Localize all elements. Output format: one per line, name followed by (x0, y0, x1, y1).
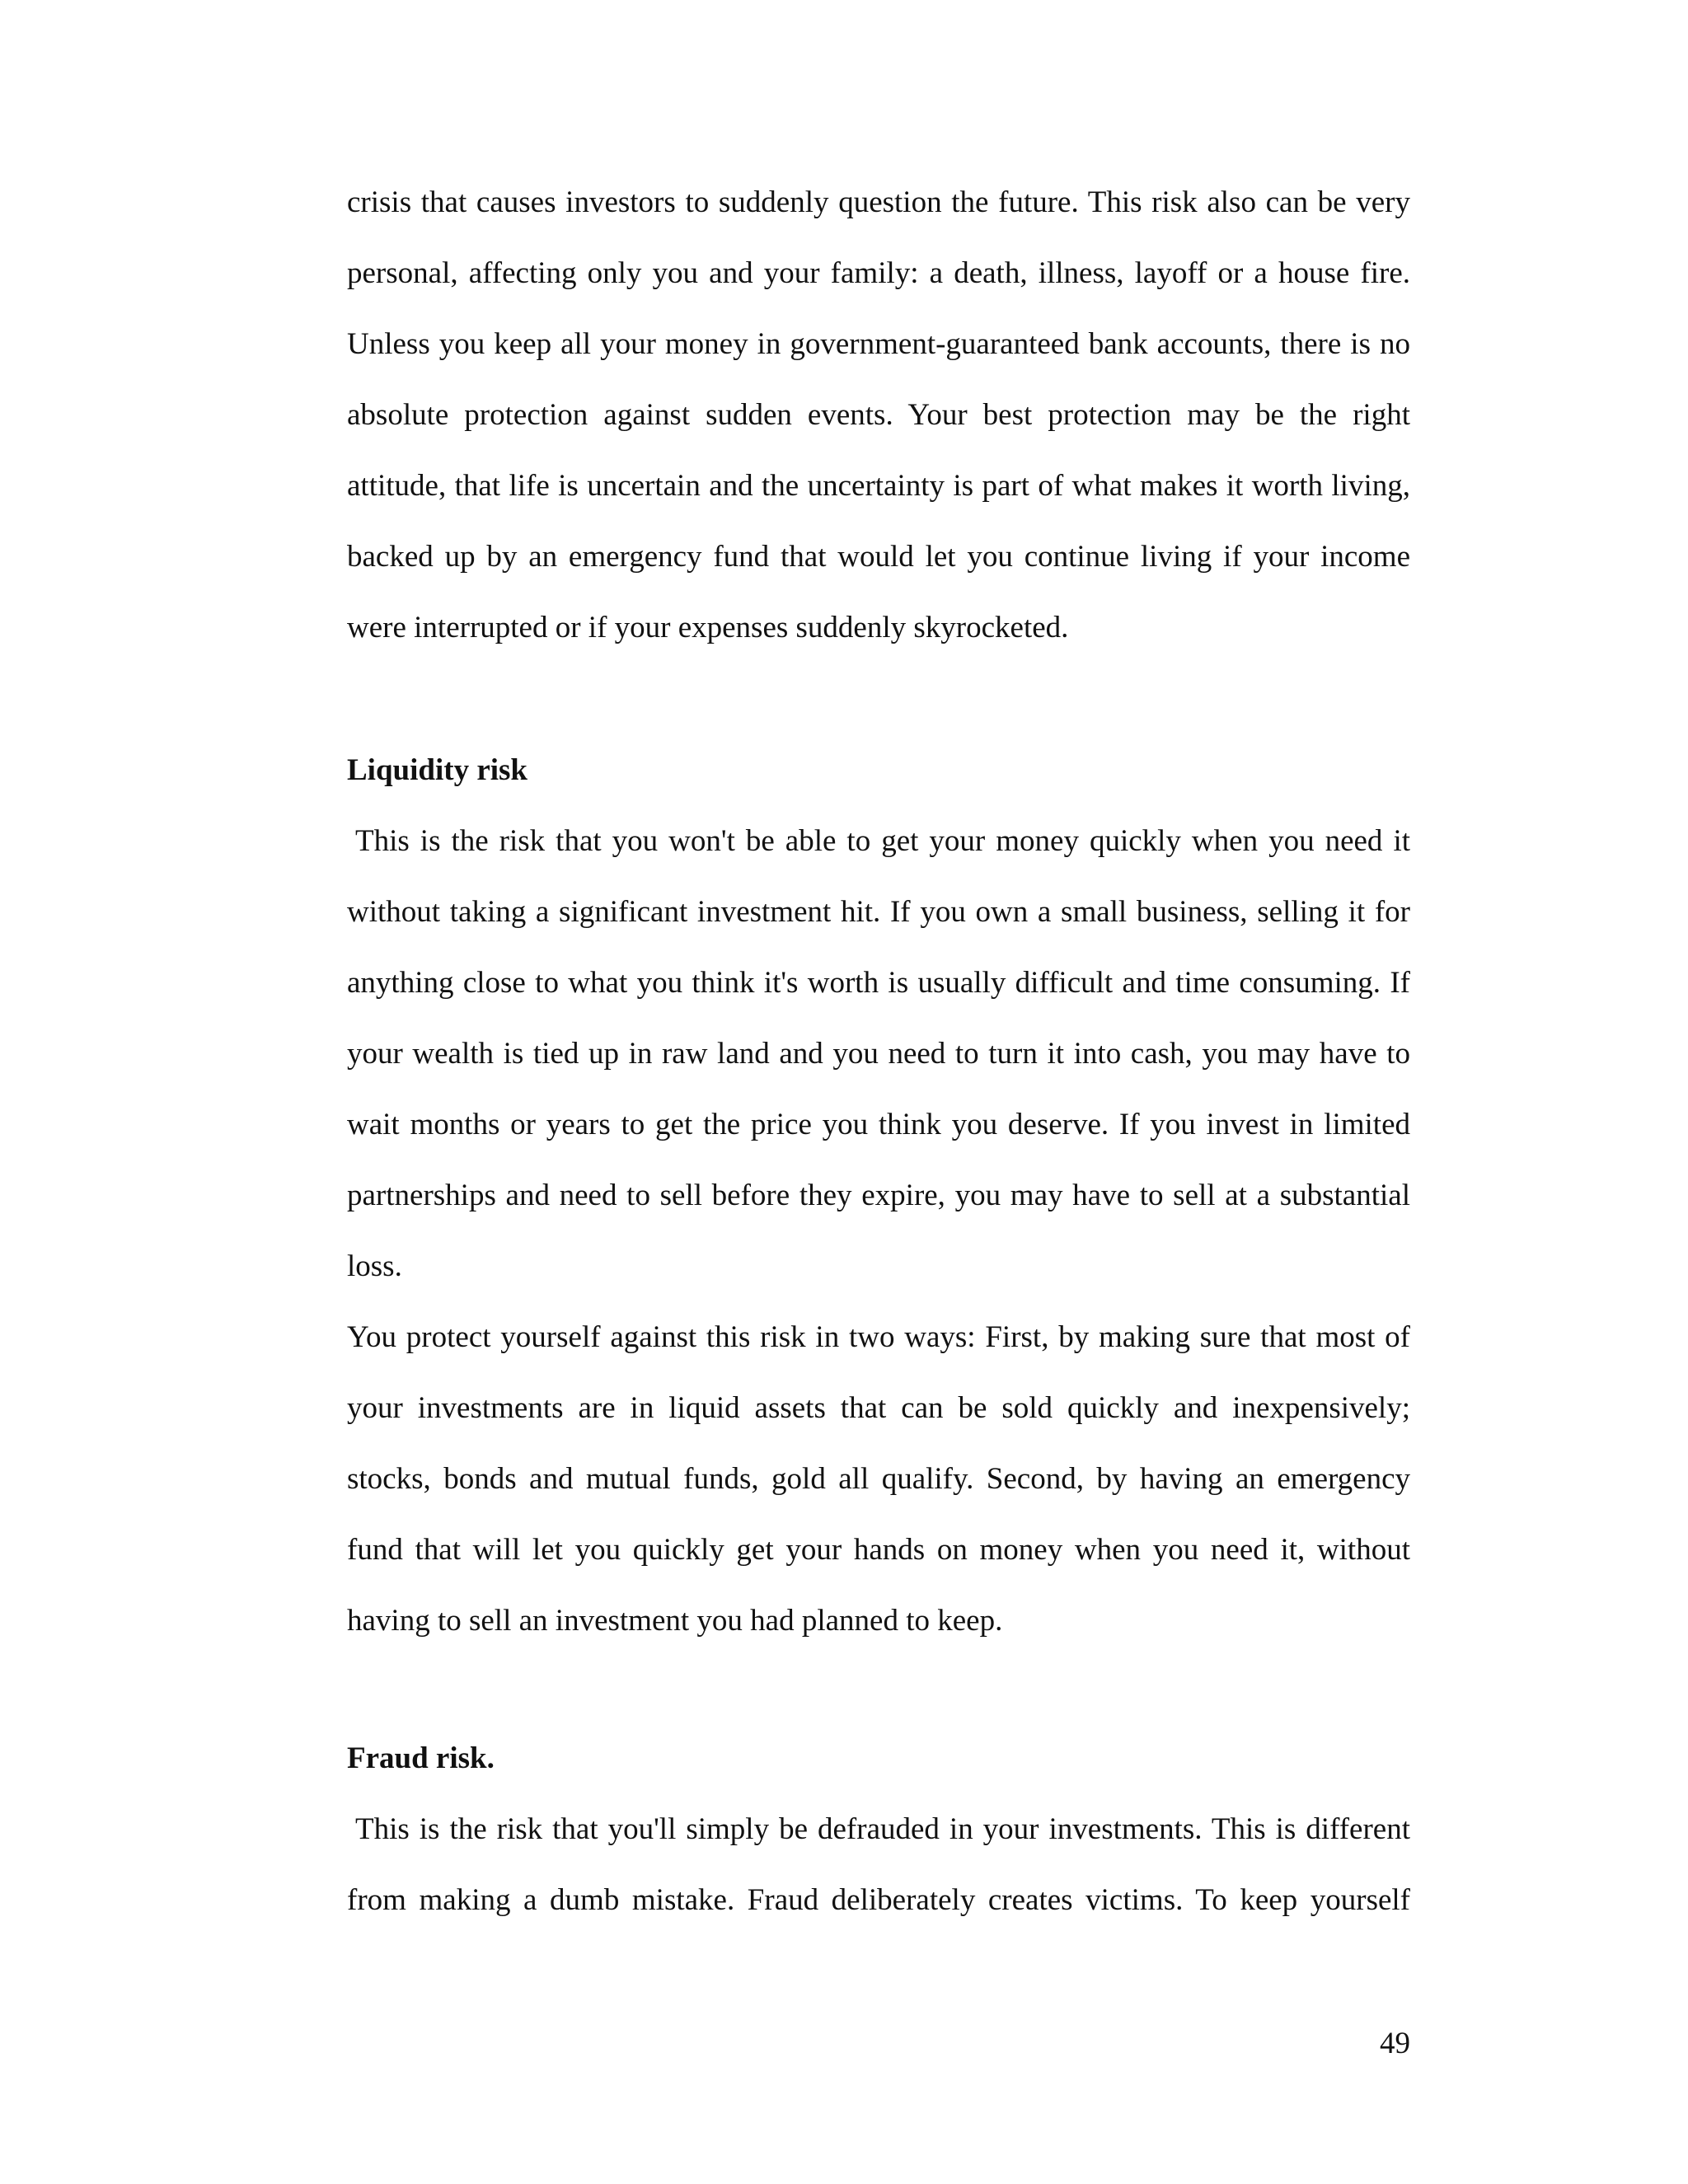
body-text-block-1 (347, 167, 1410, 663)
liquidity-risk-heading: Liquidity risk (347, 753, 528, 787)
fraud-paragraph-1 (347, 1794, 1410, 1936)
liquidity-section (347, 735, 1410, 1657)
fraud-paragraph-1-text: This is the risk that you'll simply be defrauded in your investments. This is different from making a dumb mistake. Fraud deliberately creates victims. To keep yourself (347, 1812, 1410, 1917)
liquidity-paragraph-1-text: This is the risk that you won't be able to get your money quickly when you need it without taking a significant investment hit. If you own a small business, selling it for anything close to what you think it's worth is usually difficult and time consuming. If your wealth is tied up in raw land and you need to turn it into cash, you may have to wait months or years to get the price you think you deserve. If you invest in limited partnerships and need to sell before they expire, you may have to sell at a substantial loss. (347, 824, 1410, 1283)
liquidity-paragraph-1 (347, 806, 1410, 1302)
fraud-section (347, 1723, 1410, 1936)
fraud-risk-heading: Fraud risk. (347, 1741, 495, 1775)
intro-continuation-paragraph: crisis that causes investors to suddenly question the future. This risk also can be very personal, affecting only you and your family: a death, illness, layoff or a house fire. Unless you keep all your money in government-guaranteed bank accounts, there is no absolute protection against sudden events. Your best protection may be the right attitude, that life is uncertain and the uncertainty is part of what makes it worth living, backed up by an emergency fund that would let you continue living if your income were interrupted or if your expenses suddenly skyrocketed. (347, 185, 1410, 644)
liquidity-paragraph-2: You protect yourself against this risk in two ways: First, by making sure that most of your investments are in liquid assets that can be sold quickly and inexpensively; stocks, bonds and mutual funds, gold all qualify. Second, by having an emergency fund that will let you quickly get your hands on money when you need it, without having to sell an investment you had planned to keep. (347, 1320, 1410, 1638)
page-number: 49 (1380, 2027, 1410, 2060)
